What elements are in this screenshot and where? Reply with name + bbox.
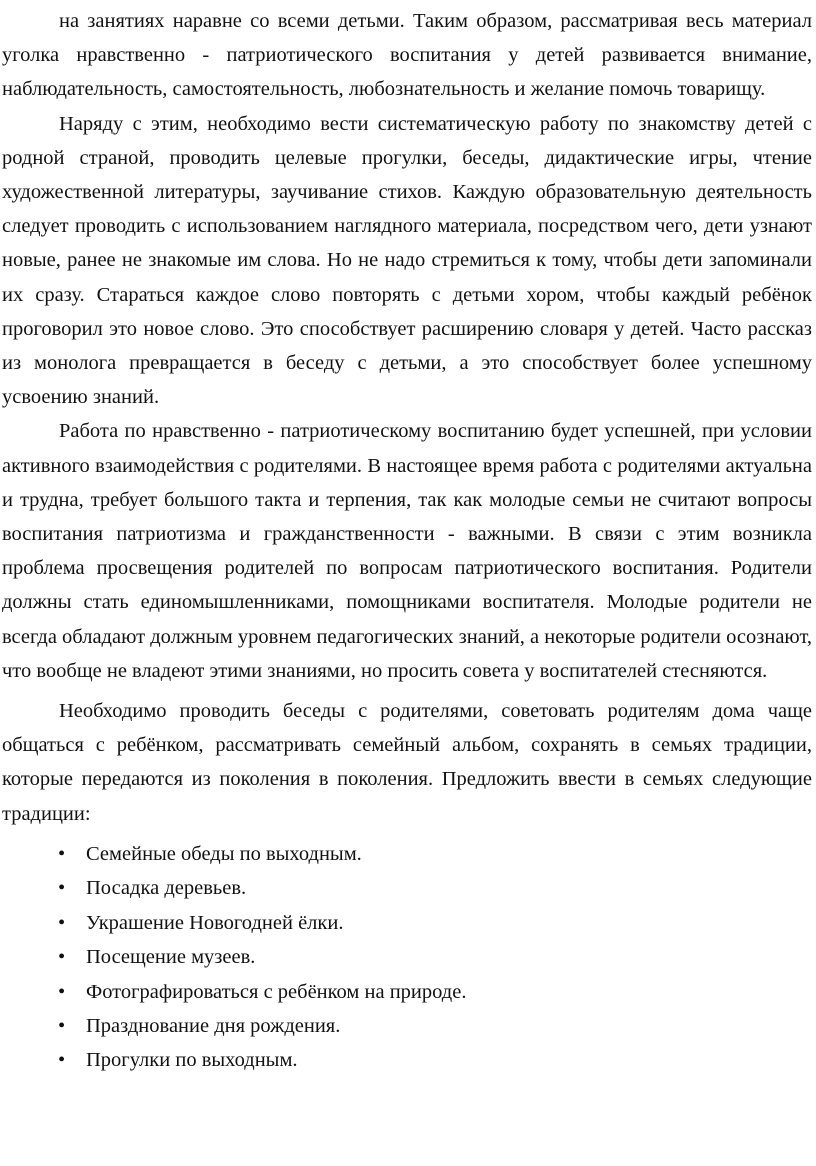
paragraph-traditions-intro: Необходимо проводить беседы с родителями, советовать родителям дома чаще общаться с ребёнком, рассматривать семейный альбом, сохранять в семьях традиции, которые передаются из поколения в поколения. Предложить ввести в семьях следующие традиции: (2, 700, 812, 825)
paragraph-continuation: на занятиях наравне со всеми детьми. Таким образом, рассматривая весь материал уголка нравственно - патриотического воспитания у детей развивается внимание, наблюдательность, самостоятельность, любознательность и желание помочь товарищу. (2, 10, 812, 101)
paragraph-parents-interaction: Работа по нравственно - патриотическому воспитанию будет успешней, при условии активного взаимодействия с родителями. В настоящее время работа с родителями актуальна и трудна, требует большого такта и терпения, так как молодые семьи не считают вопросы воспитания патриотизма и гражданственности - важными. В связи с этим возникла проблема просвещения родителей по вопросам патриотического воспитания. Родители должны стать единомышленниками, помощниками воспитателя. Молодые родители не всегда обладают должным уровнем педагогических знаний, а некоторые родители осознают, что вообще не владеют этими знаниями, но просить совета у воспитателей стесняются. (2, 420, 812, 682)
list-item (2, 1009, 812, 1043)
list-item (2, 906, 812, 940)
list-item (2, 871, 812, 905)
list-item (2, 837, 812, 871)
list-item-text: Семейные обеды по выходным. (86, 842, 362, 865)
list-item-text: Украшение Новогодней ёлки. (86, 911, 344, 934)
list-item (2, 1043, 812, 1077)
paragraph-systematic-work: Наряду с этим, необходимо вести систематическую работу по знакомству детей с родной страной, проводить целевые прогулки, беседы, дидактические игры, чтение художественной литературы, заучивание стихов. Каждую образовательную деятельность следует проводить с использованием наглядного материала, посредством чего, дети узнают новые, ранее не знакомые им слова. Но не надо стремиться к тому, чтобы дети запоминали их сразу. Стараться каждое слово повторять с детьми хором, чтобы каждый ребёнок проговорил это новое слово. Это способствует расширению словаря у детей. Часто рассказ из монолога превращается в беседу с детьми, а это способствует более успешному усвоению знаний. (2, 112, 812, 409)
bullet-icon: • (58, 911, 66, 934)
document-page (2, 0, 812, 1078)
list-item-text: Посещение музеев. (86, 946, 256, 969)
bullet-icon: • (58, 1049, 66, 1072)
bullet-icon: • (58, 877, 66, 900)
list-item (2, 975, 812, 1009)
bullet-icon: • (58, 946, 66, 969)
bullet-icon: • (58, 980, 66, 1003)
list-item (2, 940, 812, 974)
list-item-text: Фотографироваться с ребёнком на природе. (86, 980, 467, 1003)
traditions-list (2, 837, 812, 1078)
list-item-text: Празднование дня рождения. (86, 1014, 341, 1037)
bullet-icon: • (58, 842, 66, 865)
list-item-text: Прогулки по выходным. (86, 1049, 298, 1072)
bullet-icon: • (58, 1014, 66, 1037)
list-item-text: Посадка деревьев. (86, 877, 247, 900)
